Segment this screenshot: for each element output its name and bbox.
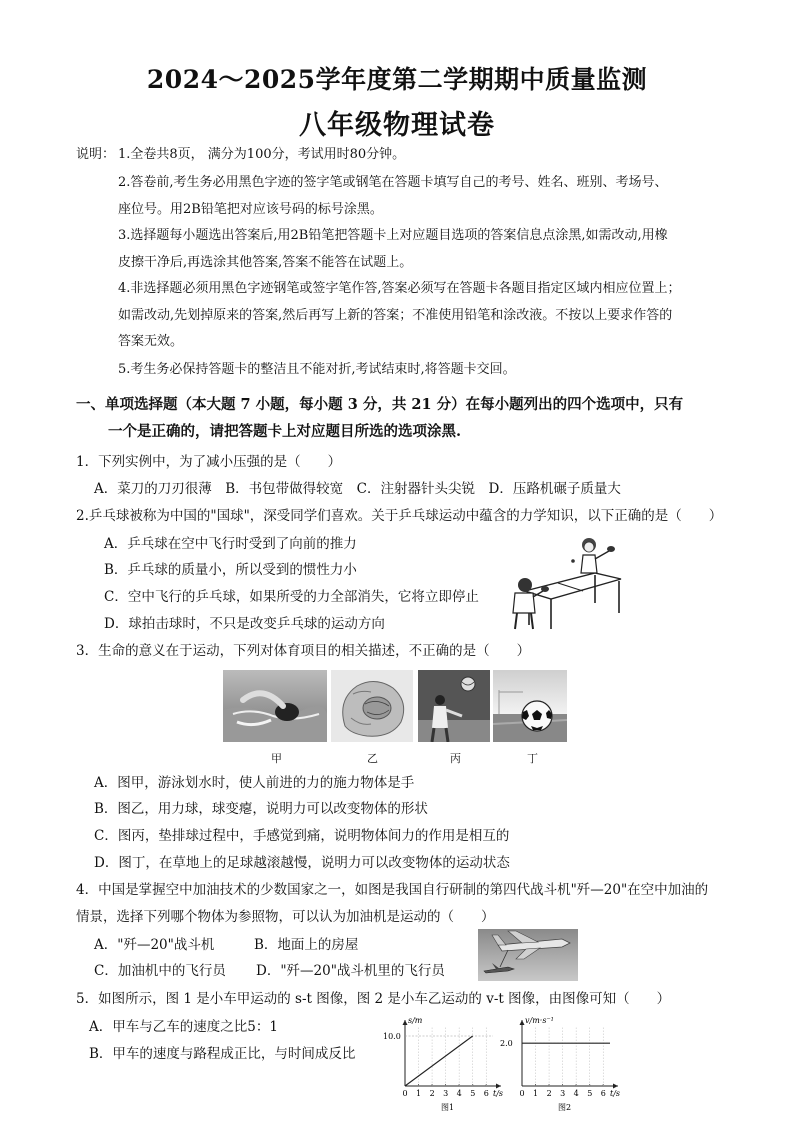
question-4-option-c: C．加油机中的飞行员 (94, 963, 226, 979)
question-5-option-a: A．甲车与乙车的速度之比5：1 (89, 1019, 278, 1035)
photo-caption-ding: 丁 (527, 752, 538, 765)
instruction-1: 1.全卷共8页， 满分为100分，考试用时80分钟。 (118, 147, 406, 162)
instruction-2: 2.答卷前,考生务必用黑色字迹的签字笔或钢笔在答题卡填写自己的考号、姓名、班别、考场号、 (118, 175, 668, 190)
question-4-option-b: B．地面上的房屋 (254, 937, 359, 953)
question-4-stem-cont: 情景，选择下列哪个物体为参照物，可以认为加油机是运动的（ ） (76, 909, 495, 925)
x-tick-label: 5 (470, 1089, 476, 1098)
squeezed-ball-photo (331, 670, 413, 742)
y-tick-label: 2.0 (500, 1039, 513, 1049)
vt-graph-figure-2 (500, 1014, 625, 1119)
question-5-stem: 5．如图所示，图 1 是小车甲运动的 s-t 图像，图 2 是小车乙运动的 v-t 图像，由图像可知（ ） (76, 991, 671, 1007)
figure-caption: 图1 (441, 1103, 455, 1112)
question-2-option-d: D．球拍击球时，不只是改变乒乓球的运动方向 (104, 616, 385, 632)
exam-title: 2024～2025学年度第二学期期中质量监测 (146, 65, 648, 94)
y-axis-label: v/m·s⁻¹ (525, 1016, 554, 1025)
x-tick-label: 4 (456, 1089, 462, 1098)
exam-subtitle: 八年级物理试卷 (299, 110, 495, 141)
section-heading: 一、单项选择题（本大题 7 小题，每小题 3 分，共 21 分）在每小题列出的四个选项中，只有 (76, 396, 684, 413)
instruction-2-cont: 座位号。用2B铅笔把对应该号码的标号涂黑。 (118, 202, 383, 217)
x-tick-label: 0 (402, 1089, 408, 1098)
x-tick-label: 3 (560, 1089, 566, 1098)
photo-caption-yi: 乙 (367, 752, 378, 765)
photo-caption-bing: 丙 (450, 752, 461, 765)
x-tick-label: 1 (533, 1089, 539, 1098)
question-4-stem: 4．中国是掌握空中加油技术的少数国家之一，如图是我国自行研制的第四代战斗机"歼—20"在空中加油的 (76, 882, 709, 898)
photo-caption-jia: 甲 (271, 752, 282, 765)
ping-pong-illustration (503, 533, 623, 631)
question-3-option-c: C．图丙，垫排球过程中，手感觉到痛，说明物体间力的作用是相互的 (94, 828, 510, 844)
question-2-stem: 2.乒乓球被称为中国的"国球"，深受同学们喜欢。关于乒乓球运动中蕴含的力学知识，以下正确的是（ ） (76, 508, 723, 524)
x-tick-label: 5 (587, 1089, 593, 1098)
x-tick-label: 2 (429, 1089, 435, 1098)
question-5-option-b: B．甲车的速度与路程成正比，与时间成反比 (89, 1046, 356, 1062)
question-3-option-d: D．图丁，在草地上的足球越滚越慢，说明力可以改变物体的运动状态 (94, 855, 510, 871)
instructions-label: 说明： (76, 147, 116, 162)
x-tick-label: 2 (546, 1089, 552, 1098)
section-heading-cont: 一个是正确的，请把答题卡上对应题目所选的选项涂黑. (108, 423, 462, 440)
question-2-option-b: B．乒乓球的质量小，所以受到的惯性力小 (104, 562, 357, 578)
x-axis-label: t/s (493, 1089, 504, 1098)
volleyball-photo (418, 670, 490, 742)
x-tick-label: 0 (519, 1089, 525, 1098)
x-tick-label: 6 (600, 1089, 606, 1098)
data-line (405, 1036, 473, 1086)
y-axis-arrow (520, 1020, 525, 1025)
instruction-5: 5.考生务必保持答题卡的整洁且不能对折,考试结束时,将答题卡交回。 (118, 362, 516, 377)
instruction-4-cont: 如需改动,先划掉原来的答案,然后再写上新的答案；不准使用铅笔和涂改液。不按以上要求作答的 (118, 308, 673, 323)
x-tick-label: 3 (443, 1089, 449, 1098)
instruction-4-cont2: 答案无效。 (118, 334, 184, 349)
instruction-4: 4.非选择题必须用黑色字迹钢笔或签字笔作答,答案必须写在答题卡各题目指定区域内相应位置上； (118, 281, 681, 296)
st-graph-figure-1 (378, 1014, 508, 1119)
question-4-option-d: D．"歼—20"战斗机里的飞行员 (256, 963, 445, 979)
question-3-option-b: B．图乙，用力球，球变瘪，说明力可以改变物体的形状 (94, 801, 428, 817)
question-2-option-a: A．乒乓球在空中飞行时受到了向前的推力 (104, 536, 357, 552)
x-tick-label: 4 (573, 1089, 579, 1098)
question-1-stem: 1．下列实例中，为了减小压强的是（ ） (76, 454, 342, 470)
instruction-3-cont: 皮擦干净后,再选涂其他答案,答案不能答在试题上。 (118, 255, 413, 270)
question-4-option-a: A．"歼—20"战斗机 (94, 937, 215, 953)
x-axis-label: t/s (610, 1089, 621, 1098)
question-1-options: A．菜刀的刀刃很薄 B．书包带做得较宽 C．注射器针头尖锐 D．压路机碾子质量大 (94, 481, 621, 497)
figure-caption: 图2 (558, 1103, 572, 1112)
aerial-refueling-photo (478, 929, 578, 981)
question-2-option-c: C．空中飞行的乒乓球，如果所受的力全部消失，它将立即停止 (104, 589, 479, 605)
soccer-ball-photo (493, 670, 567, 742)
y-tick-label: 10.0 (383, 1032, 401, 1041)
question-3-option-a: A．图甲，游泳划水时，使人前进的力的施力物体是手 (94, 775, 415, 791)
y-axis-arrow (403, 1020, 408, 1025)
question-3-stem: 3．生命的意义在于运动，下列对体育项目的相关描述，不正确的是（ ） (76, 643, 531, 659)
swimming-photo (223, 670, 327, 742)
x-tick-label: 1 (416, 1089, 422, 1098)
x-tick-label: 6 (483, 1089, 489, 1098)
instruction-3: 3.选择题每小题选出答案后,用2B铅笔把答题卡上对应题目选项的答案信息点涂黑,如需改动,用橡 (118, 228, 668, 243)
x-axis-arrow (613, 1084, 618, 1089)
y-axis-label: s/m (408, 1016, 423, 1025)
